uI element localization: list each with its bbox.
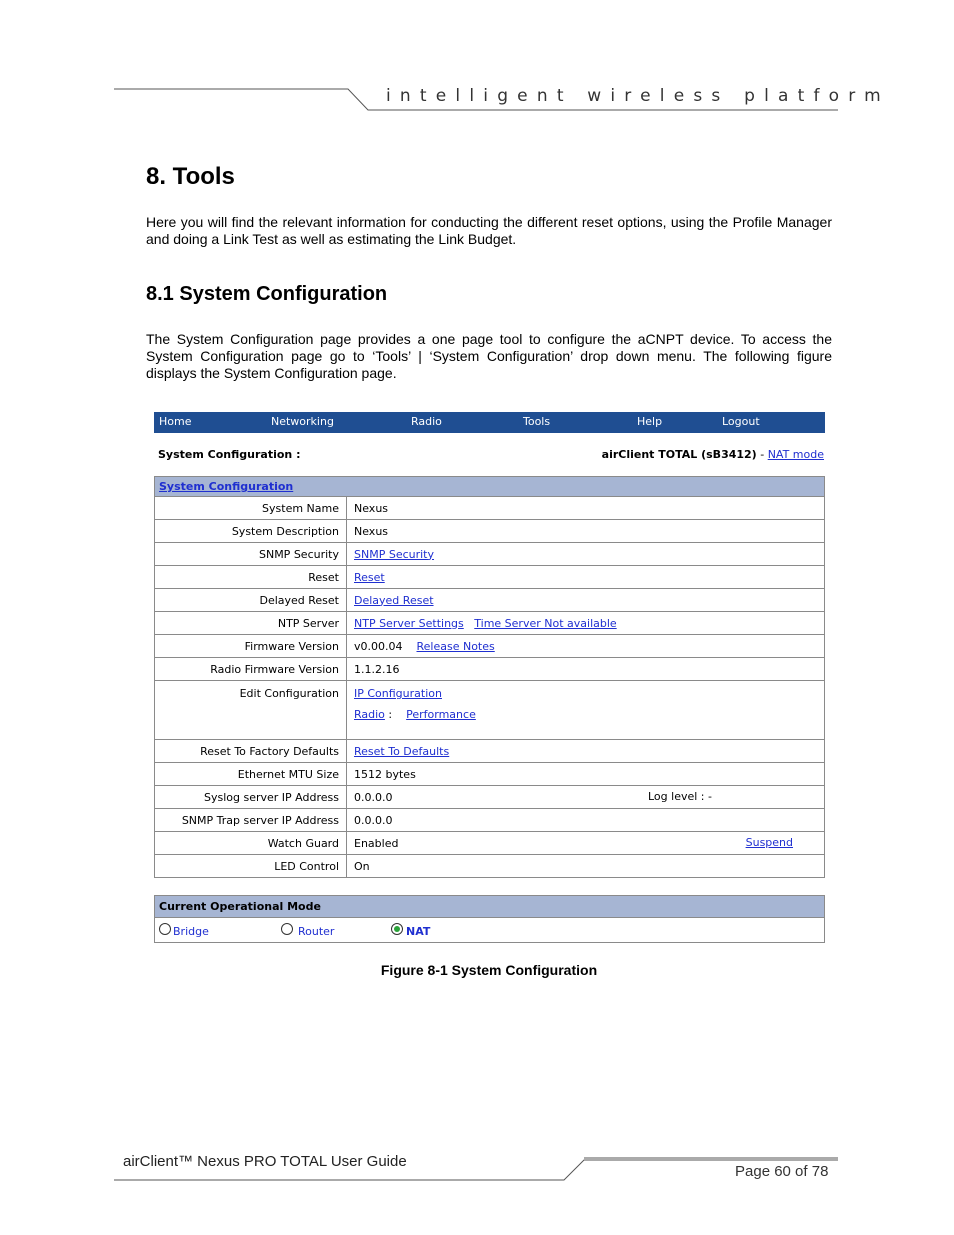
snmp-trap-label: SNMP Trap server IP Address (155, 809, 347, 832)
snmp-security-label: SNMP Security (155, 543, 347, 566)
system-name-label: System Name (155, 497, 347, 520)
nav-bar (154, 412, 825, 433)
table-row (155, 832, 825, 855)
system-description-label: System Description (155, 520, 347, 543)
syslog-label: Syslog server IP Address (155, 786, 347, 809)
factory-defaults-label: Reset To Factory Defaults (155, 740, 347, 763)
table-row (155, 681, 825, 740)
table-row (155, 740, 825, 763)
table-row (155, 855, 825, 878)
reset-label: Reset (155, 566, 347, 589)
ntp-server-label: NTP Server (155, 612, 347, 635)
footer-title: airClient™ Nexus PRO TOTAL User Guide (123, 1153, 407, 1170)
ntp-server-settings-link[interactable]: NTP Server Settings (354, 616, 464, 630)
system-description-value: Nexus (347, 520, 825, 543)
log-level: Log level : - (648, 790, 712, 803)
nat-label[interactable]: NAT (406, 925, 431, 938)
nav-logout[interactable]: Logout (722, 415, 760, 428)
delayed-reset-link[interactable]: Delayed Reset (354, 593, 434, 607)
edit-configuration-label: Edit Configuration (155, 681, 347, 740)
delayed-reset-label: Delayed Reset (155, 589, 347, 612)
snmp-security-link[interactable]: SNMP Security (354, 547, 435, 561)
syslog-value: 0.0.0.0 (354, 790, 393, 804)
ethernet-mtu-label: Ethernet MTU Size (155, 763, 347, 786)
device-separator: - (756, 448, 768, 461)
firmware-version-label: Firmware Version (155, 635, 347, 658)
sys-config-label: System Configuration : (158, 448, 301, 461)
nav-tools[interactable]: Tools (523, 415, 551, 428)
table-row (155, 612, 825, 635)
table-row (155, 566, 825, 589)
reset-link[interactable]: Reset (354, 570, 385, 584)
suspend-link[interactable]: Suspend (745, 836, 793, 849)
nat-radio[interactable] (391, 923, 403, 935)
led-control-label: LED Control (155, 855, 347, 878)
router-radio[interactable] (281, 923, 293, 935)
table-row (155, 763, 825, 786)
firmware-version-value: v0.00.04 (354, 639, 403, 653)
edit-config-separator: : (384, 708, 396, 721)
release-notes-link[interactable]: Release Notes (416, 639, 495, 653)
ethernet-mtu-value: 1512 bytes (347, 763, 825, 786)
nav-radio[interactable]: Radio (411, 415, 442, 428)
snmp-trap-value: 0.0.0.0 (347, 809, 825, 832)
footer-page-number: Page 60 of 78 (735, 1163, 829, 1180)
time-server-link[interactable]: Time Server Not available (474, 616, 617, 630)
table-row (155, 658, 825, 681)
table-row (155, 809, 825, 832)
subsection-title: 8.1 System Configuration (146, 283, 388, 305)
bridge-label[interactable]: Bridge (173, 925, 209, 938)
subsection-text: The System Configuration page provides a one page tool to configure the aCNPT device. To access the System Configuration page go to ‘Tools’ | ‘System Configuration’ drop down menu. The following figure displays the System Configuration page. (146, 331, 832, 381)
nav-networking[interactable]: Networking (271, 415, 334, 428)
section-intro: Here you will find the relevant information for conducting the different reset options, using the Profile Manager and doing a Link Test as well as estimating the Link Budget. (146, 214, 832, 247)
router-label[interactable]: Router (298, 925, 335, 938)
nav-home[interactable]: Home (159, 415, 192, 428)
header-tagline: intelligent wireless platform (386, 86, 890, 106)
table-row (155, 786, 825, 809)
nat-mode-link[interactable]: NAT mode (767, 448, 824, 461)
system-config-table (154, 476, 825, 878)
table-row (155, 543, 825, 566)
watch-guard-label: Watch Guard (155, 832, 347, 855)
radio-firmware-value: 1.1.2.16 (347, 658, 825, 681)
system-config-header-link[interactable]: System Configuration (159, 480, 294, 493)
device-info (602, 448, 824, 461)
table-row (155, 589, 825, 612)
table-row (155, 635, 825, 658)
radio-config-link[interactable]: Radio (354, 708, 385, 721)
radio-firmware-label: Radio Firmware Version (155, 658, 347, 681)
figure-caption: Figure 8-1 System Configuration (380, 962, 598, 978)
led-control-value: On (347, 855, 825, 878)
operational-mode-title: Current Operational Mode (155, 896, 824, 918)
nav-help[interactable]: Help (637, 415, 663, 428)
watch-guard-value: Enabled (354, 836, 399, 850)
device-name: airClient TOTAL (sB3412) (601, 448, 757, 461)
reset-to-defaults-link[interactable]: Reset To Defaults (354, 744, 450, 758)
table-row (155, 520, 825, 543)
performance-link[interactable]: Performance (406, 708, 476, 721)
ip-configuration-link[interactable]: IP Configuration (354, 687, 442, 700)
system-name-value: Nexus (347, 497, 825, 520)
section-title: 8. Tools (146, 163, 235, 190)
table-row (155, 497, 825, 520)
bridge-radio[interactable] (159, 923, 171, 935)
operational-mode-panel (154, 895, 825, 943)
